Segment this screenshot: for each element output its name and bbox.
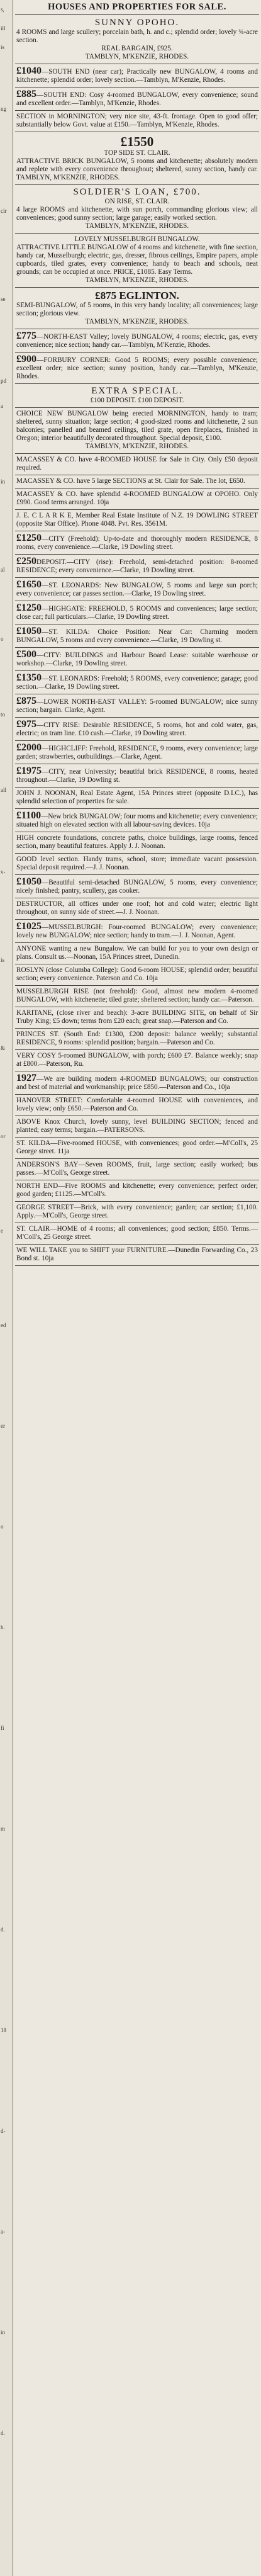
- ad-text: [16, 811, 258, 829]
- advertisement: [15, 1029, 259, 1050]
- advertisement: [15, 531, 259, 555]
- ad-text: £100 DEPOSIT. £100 DEPOSIT.: [90, 397, 184, 404]
- ad-text: SUNNY OPOHO.: [94, 18, 180, 28]
- ad-text: [16, 533, 258, 551]
- advertisement: [15, 1007, 259, 1029]
- ad-price: £1975: [16, 765, 42, 776]
- gutter-fragment: in: [1, 2329, 6, 2336]
- ad-text: ANDERSON'S BAY—Seven ROOMS, fruit, large section; easily worked; bus passes.—M'Coll's, George street.: [16, 1161, 258, 1177]
- advertisement: [15, 809, 259, 832]
- ad-body: —CITY, near University; beautiful brick RESIDENCE, 8 rooms, heated throughout.—Clarke, 19 Dowling st.: [16, 768, 258, 784]
- ad-text: [16, 650, 258, 668]
- ad-body: —New brick BUNGALOW; four rooms and kitchenette; every convenience; situated high on elevated section with all labour-saving devices. 10ja: [16, 813, 258, 828]
- gutter-fragment: a: [1, 403, 3, 409]
- ad-body: —LOWER NORTH-EAST VALLEY: 5-roomed BUNGALOW; nice sunny section; bargain. Clarke, Agent.: [16, 698, 258, 714]
- advertisement: [15, 132, 259, 185]
- ad-body: —SOUTH END (near car); Practically new BUNGALOW, 4 rooms and kitchenette; splendid order; lovely section.—Tamblyn, M'Kenzie, Rhodes.: [16, 68, 258, 84]
- advertisement: [15, 788, 259, 809]
- advertisement: [15, 510, 259, 531]
- gutter-fragment: fi: [1, 1725, 4, 1731]
- ad-text: REAL BARGAIN, £925.: [101, 45, 173, 52]
- ad-text: [16, 922, 258, 940]
- advertisement: [15, 475, 259, 489]
- gutter-fragment: or: [1, 1133, 6, 1139]
- ad-price: £1250: [16, 533, 42, 543]
- advertisement: [15, 986, 259, 1007]
- ad-price: £975: [16, 719, 36, 730]
- ad-text: 4 ROOMS and large scullery; porcelain bath, h. and c.; splendid order; lovely ¾-acre section.: [16, 28, 258, 44]
- ad-text: [16, 556, 258, 575]
- advertisement: [15, 920, 259, 943]
- advertisement: [15, 764, 259, 788]
- ad-text: [16, 66, 258, 84]
- advertisement: [15, 88, 259, 111]
- ad-text: [16, 626, 258, 645]
- advertisement: [15, 1138, 259, 1159]
- gutter-fragment: pd: [1, 378, 6, 384]
- ad-body: —HIGHGATE: FREEHOLD, 5 ROOMS and conveniences; large section; close car; full particulars.—Clarke, 19 Dowling street.: [16, 605, 258, 621]
- advertisement: [15, 741, 259, 764]
- advertisement: [15, 832, 259, 854]
- ad-text: CHOICE NEW BUNGALOW being erected MORNINGTON, handy to tram; sheltered, sunny situation; large section; 4 good-sized rooms and kitchenette, 2 sun balconies; panelled and beamed ceilings, tiled grate, open fireplaces, finished in Oregon; interior beautifully decorated throughout. Special deposit, £100.: [16, 410, 258, 442]
- ad-text: [16, 89, 258, 108]
- ad-body: —MUSSELBURGH: Four-roomed BUNGALOW; every convenience; lovely new BUNGALOW; nice section; handy to tram.—J. J. Noonan, Agent.: [16, 924, 258, 939]
- advertisement: [15, 288, 259, 329]
- ad-text: GOOD level section. Handy trams, school, store; immediate vacant possession. Special deposit required.—J. J. Noonan.: [16, 856, 258, 871]
- ad-price: £250: [16, 556, 36, 567]
- ad-text: [16, 696, 258, 715]
- ad-price: £900: [16, 354, 36, 364]
- ad-price: £1040: [16, 65, 42, 76]
- ad-text: PRINCES ST. (South End: £1300, £200 deposit: balance weekly; substantial RESIDENCE, 9 rooms: splendid position; bargain.—Paterson and Co.: [16, 1031, 258, 1046]
- advertisement: [15, 671, 259, 694]
- ad-text: MACASSEY & CO. have 5 large SECTIONS at St. Clair for Sale. The lot, £650.: [16, 477, 245, 485]
- advertisement: [15, 1202, 259, 1223]
- ad-text: £875 EGLINTON.: [95, 290, 179, 302]
- ad-text: JOHN J. NOONAN, Real Estate Agent, 15A Princes street (opposite D.I.C.), has splendid selection of properties for sale.: [16, 789, 258, 805]
- ad-text: VERY COSY 5-roomed BUNGALOW, with porch; £600 £7. Balance weekly; snap at £800.—Paterson, Ru.: [16, 1052, 258, 1068]
- ad-body: —ST. LEONARDS: New BUNGALOW, 5 rooms and large sun porch; every convenience; car passes section.—Clarke, 19 Dowling street.: [16, 582, 258, 597]
- ad-text: HANOVER STREET: Comfortable 4-roomed HOUSE with conveniences, and lovely view; only £650.—Paterson and Co.: [16, 1097, 258, 1112]
- advertisement: [15, 329, 259, 353]
- ad-text: NORTH END—Five ROOMS and kitchenette; every convenience; perfect order; good garden; £1125.—M'Coll's.: [16, 1182, 258, 1198]
- ad-text: ABOVE Knox Church, lovely sunny, level BUILDING SECTION; fenced and planted; easy terms; bargain.—PATERSONS.: [16, 1118, 258, 1134]
- gutter-fragment: cir: [1, 208, 7, 214]
- advertisement: [15, 648, 259, 671]
- ad-text: LOVELY MUSSELBURGH BUNGALOW.: [74, 235, 200, 243]
- ad-text: ANYONE wanting a new Bungalow. We can build for you to your own design or plans. Consult us.—Noonan, 15A Princes street, Dunedin.: [16, 945, 258, 961]
- gutter-fragment: d.: [1, 1926, 5, 1933]
- advertisement: [15, 624, 259, 648]
- gutter-fragment: in: [1, 478, 6, 485]
- ad-text: [16, 580, 258, 598]
- gutter-fragment: all: [1, 787, 6, 793]
- ad-text: [16, 877, 258, 895]
- ad-body: —NORTH-EAST Valley; lovely BUNGALOW, 4 rooms; electric, gas, every convenience; nice section; handy car.—Tamblyn, M'Kenzie, Rhodes.: [16, 333, 258, 349]
- advertisement: [15, 16, 259, 64]
- advertisement: [15, 64, 259, 88]
- ad-text: DESTRUCTOR, all offices under one roof; hot and cold water; electric light throughout, on sunny side of street.—J. J. Noonan.: [16, 900, 258, 916]
- ad-body: —CITY (Freehold): Up-to-date and thoroughly modern RESIDENCE, 8 rooms, every convenience.—Clarke, 19 Dowling street.: [16, 535, 258, 551]
- gutter-fragment: o: [1, 1523, 4, 1530]
- ad-text: KARITANE, (close river and beach): 3-acre BUILDING SITE, on behalf of Sir Truby King; £5 down; terms from £20 each; great snap.—Paterson and Co.: [16, 1009, 258, 1025]
- advertisement: [15, 1095, 259, 1116]
- ad-price: £875: [16, 696, 36, 706]
- ad-text: [16, 354, 258, 381]
- section-heading: HOUSES AND PROPERTIES FOR SALE.: [15, 0, 259, 14]
- ad-body: —ST. LEONARDS: Freehold; 5 ROOMS, every convenience; garage; good section.—Clarke, 19 Dowling street.: [16, 675, 258, 691]
- gutter-fragment: se: [1, 296, 6, 302]
- ad-text: MACASSEY & CO. have 4-ROOMED HOUSE for Sale in City. Only £50 deposit required.: [16, 456, 258, 472]
- gutter-fragment: ed: [1, 1322, 6, 1328]
- ad-price: £1250: [16, 602, 42, 613]
- ad-text: ATTRACTIVE LITTLE BUNGALOW of 4 rooms and kitchenette, with fine section, handy car, Musselburgh; electric, gas, dresser, fibrous ceilings, Empire papers, ample cupboards, tiled grates, every convenience; handy to beach and schools, neat grounds; can be occupied at once. PRICE, £1085. Easy Terms.: [16, 244, 258, 276]
- ad-price: £1050: [16, 876, 42, 887]
- ad-body: —CITY: BUILDINGS and Harbour Board Lease: suitable warehouse or workshop.—Clarke, 19 Dowling street.: [16, 652, 258, 667]
- ad-price: £500: [16, 649, 36, 660]
- ad-text: ST. KILDA—Five-roomed HOUSE, with conveniences; good order.—M'Coll's, 25 George street. 11ja: [16, 1139, 258, 1155]
- ad-price: £1350: [16, 672, 42, 683]
- gutter-fragment: h.: [1, 1624, 5, 1630]
- left-column-fragment: [0, 0, 13, 2576]
- ad-body: —ST. KILDA: Choice Position: Near Car: Charming modern BUNGALOW, 5 rooms and every convenience.—Clarke, 19 Dowling st.: [16, 628, 258, 644]
- ad-text: SECTION in MORNINGTON; very nice site, 43-ft. frontage. Open to good offer; substantially below Govt. value at £150.—Tamblyn, M'Kenzie, Rhodes.: [16, 113, 258, 128]
- advertisement: [15, 1116, 259, 1138]
- gutter-fragment: a-: [1, 2229, 5, 2235]
- ad-text: [16, 1073, 258, 1092]
- ad-text: SOLDIER'S LOAN, £700.: [73, 187, 201, 197]
- ad-text: ON RISE, ST. CLAIR.: [104, 198, 170, 205]
- advertisement: [15, 1071, 259, 1095]
- advertisement: [15, 601, 259, 624]
- ad-price: £1025: [16, 921, 42, 932]
- ad-body: —CITY RISE: Desirable RESIDENCE, 5 rooms, hot and cold water, gas, electric; on tram line. £10 cash.—Clarke, 19 Dowling street.: [16, 721, 258, 737]
- gutter-fragment: is: [1, 957, 5, 963]
- ad-price: £1650: [16, 579, 42, 590]
- ad-body: —HIGHCLIFF: Freehold, RESIDENCE, 9 rooms, every convenience; large garden; strawberries, outbuildings.—Clarke, Agent.: [16, 745, 258, 760]
- gutter-fragment: o: [1, 636, 4, 642]
- advertisement: [15, 353, 259, 384]
- advertisement: [15, 384, 259, 408]
- gutter-fragment: m: [1, 1826, 6, 1832]
- ad-text: ATTRACTIVE BRICK BUNGALOW, 5 rooms and kitchenette; absolutely modern and replete with every convenience throughout; sheltered, sunny section, handy car. TAMBLYN, M'KENZIE, RHODES.: [16, 157, 258, 181]
- ad-body: —SOUTH END: Cosy 4-roomed BUNGALOW, every convenience; sound and excellent order.—Tamblyn, M'Kenzie, Rhodes.: [16, 91, 258, 107]
- advertisement: [15, 578, 259, 601]
- ad-text: ST. CLAIR—HOME of 4 rooms; all conveniences; good section; £850. Terms.—M'Coll's, 25 George street.: [16, 1225, 258, 1241]
- ad-text: SEMI-BUNGALOW, of 5 rooms, in this very handy locality; all conveniences; large section; glorious view.: [16, 302, 258, 317]
- gutter-fragment: ill: [1, 25, 6, 31]
- ad-text: MACASSEY & CO. have splendid 4-ROOMED BUNGALOW at OPOHO. Only £990. Good terms arranged. 10ja: [16, 490, 258, 506]
- advertisement: [15, 555, 259, 578]
- ad-price: £885: [16, 89, 36, 99]
- advertisement: [15, 1245, 259, 1266]
- ad-text: TAMBLYN, M'KENZIE, RHODES.: [85, 222, 189, 230]
- advertisement: [15, 185, 259, 234]
- gutter-fragment: is: [1, 44, 5, 50]
- ad-text: 4 large ROOMS and kitchenette, with sun porch, commanding glorious view; all conveniences; good sunny section; large garage; easily worked section.: [16, 206, 258, 222]
- advertisement: [15, 408, 259, 454]
- ad-body: —Beautiful semi-detached BUNGALOW, 5 rooms, every convenience; nicely finished; pantry, scullery, gas cooker.: [16, 879, 258, 895]
- ad-text: [16, 331, 258, 349]
- ad-body: —FORBURY CORNER: Good 5 ROOMS; every possible convenience; excellent order; nice section; sunny position, handy car.—Tamblyn, M'Kenzie, Rhodes.: [16, 356, 258, 380]
- ad-price: 1927: [16, 1073, 36, 1083]
- gutter-fragment: to: [1, 711, 6, 718]
- ad-text: [16, 720, 258, 738]
- ad-text: WE WILL TAKE you to SHIFT your FURNITURE.—Dunedin Forwarding Co., 23 Bond st. 10ja: [16, 1246, 258, 1262]
- ad-body: DEPOSIT.—CITY (rise): Freehold, semi-detached position: 8-roomed RESIDENCE; every convenience.—Clarke, 19 Dowling street.: [16, 558, 258, 574]
- ad-price: £1100: [16, 810, 42, 821]
- gutter-fragment: s,: [1, 6, 4, 13]
- ad-text: EXTRA SPECIAL.: [91, 386, 183, 396]
- ad-text: ROSLYN (close Columba College): Good 6-room HOUSE; splendid order; beautiful section; every convenience. Paterson and Co. 10ja: [16, 966, 258, 982]
- ad-text: [16, 603, 258, 621]
- classified-column: [15, 0, 259, 2576]
- gutter-fragment: al: [1, 567, 5, 573]
- advertisement-list: [15, 16, 259, 1266]
- ad-text: HIGH concrete foundations, concrete paths, choice buildings, large rooms, fenced section, many beautiful features. Apply J. J. Noonan.: [16, 834, 258, 850]
- advertisement: [15, 875, 259, 898]
- gutter-fragment: d-: [1, 2128, 6, 2134]
- ad-price: £2000: [16, 742, 42, 753]
- advertisement: [15, 898, 259, 920]
- gutter-fragment: er: [1, 1423, 5, 1429]
- gutter-fragment: v-: [1, 869, 6, 875]
- gutter-fragment: 18: [1, 2027, 6, 2033]
- ad-text: [16, 743, 258, 761]
- gutter-fragment: &: [1, 1045, 6, 1051]
- ad-text: TOP SIDE ST. CLAIR.: [104, 149, 170, 157]
- ad-text: J. E. C L A R K E, Member Real Estate Institute of N.Z. 19 DOWLING STREET (opposite Star Office). Phone 4048. Pvt. Res. 3561M.: [16, 512, 258, 528]
- ad-text: £1550: [120, 134, 154, 149]
- ad-body: —We are building modern 4-ROOMED BUNGALOWS; our construction and best of material and workmanship; price £850.—Paterson and Co., 10ja: [16, 1075, 258, 1091]
- advertisement: [15, 854, 259, 875]
- advertisement: [15, 718, 259, 741]
- advertisement: [15, 234, 259, 288]
- gutter-fragment: e: [1, 1228, 3, 1234]
- ad-text: MUSSELBURGH RISE (not freehold): Good, almost new modern 4-roomed BUNGALOW, with kitchenette; tiled grate; sheltered section; handy car.—Paterson.: [16, 988, 258, 1003]
- ad-text: [16, 766, 258, 784]
- gutter-fragment: ng: [1, 106, 6, 112]
- ad-text: [16, 673, 258, 691]
- advertisement: [15, 964, 259, 986]
- advertisement: [15, 111, 259, 132]
- ad-text: TAMBLYN, M'KENZIE, RHODES.: [85, 443, 189, 450]
- ad-text: GEORGE STREET—Brick, with every convenience; garden; car section; £1,100. Apply.—M'Coll's, George street.: [16, 1204, 258, 1219]
- ad-price: £775: [16, 330, 36, 341]
- ad-text: TAMBLYN, M'KENZIE, RHODES.: [85, 276, 189, 284]
- advertisement: [15, 1223, 259, 1245]
- advertisement: [15, 943, 259, 964]
- advertisement: [15, 1180, 259, 1202]
- ad-text: TAMBLYN, M'KENZIE, RHODES.: [85, 318, 189, 325]
- advertisement: [15, 489, 259, 510]
- advertisement: [15, 454, 259, 475]
- advertisement: [15, 694, 259, 718]
- ad-price: £1050: [16, 626, 42, 636]
- gutter-fragment: d.: [1, 2430, 5, 2436]
- ad-text: TAMBLYN, M'KENZIE, RHODES.: [85, 53, 189, 60]
- advertisement: [15, 1050, 259, 1071]
- advertisement: [15, 1159, 259, 1180]
